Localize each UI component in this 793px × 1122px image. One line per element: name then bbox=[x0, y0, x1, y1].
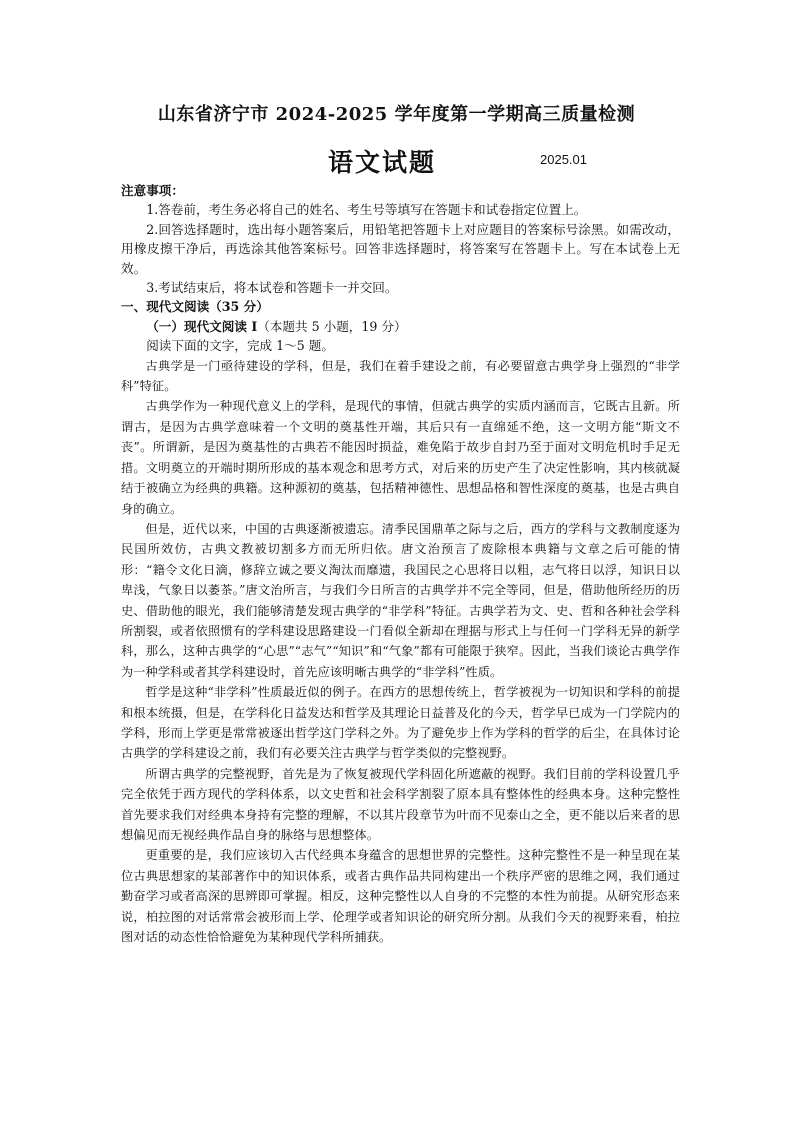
article-paragraph: 哲学是这种“非学科”性质最近似的例子。在西方的思想传统上，哲学被视为一切知识和学科的前提和根本统摄，但是，在学科化日益发达和哲学及其理论日益普及化的今天，哲学早已成为一门学院内的学科，形而上学更是常常被逐出哲学这门学科之外。为了避免步上作为学科的哲学的后尘，在具体讨论古典学的学科建设之前，我们有必要关注古典学与哲学类似的完整视野。 bbox=[121, 685, 680, 761]
reading-instruction: 阅读下面的文字，完成 1～5 题。 bbox=[146, 338, 334, 354]
section-subtitle bbox=[121, 317, 680, 336]
article-paragraph: 古典学作为一种现代意义上的学科，是现代的事情，但就古典学的实质内涵而言，它既古且新。所谓古，是因为古典学意味着一个文明的奠基性开端，其后只有一直绵延不绝，这一文明方能“斯文不丧”。所谓新，是因为奠基性的古典若不能因时损益，难免陷于故步自封乃至于面对文明危机时手足无措。文明奠立的开端时期所形成的基本观念和思考方式，对后来的历史产生了决定性影响，其内核就凝结于被确立为经典的典籍。这种源初的奠基，包括精神德性、思想品格和智性深度的奠基，也是古典自身的确立。 bbox=[121, 399, 680, 516]
notice-item-2: 2.回答选择题时，选出每小题答案后，用铅笔把答题卡上对应题目的答案标号涂黑。如需改动，用橡皮擦干净后，再选涂其他答案标号。回答非选择题时，将答案写在答题卡上。写在本试卷上无效。 bbox=[121, 221, 680, 276]
article-paragraph: 所谓古典学的完整视野，首先是为了恢复被现代学科固化所遮蔽的视野。我们目前的学科设置几乎完全依凭于西方现代的学科体系，以文史哲和社会科学割裂了原本具有整体性的经典本身。这种完整性首先要求我们对经典本身持有完整的理解，不以其片段章节为叶而不见泰山之全，更不能以后来者的思想偏见而无视经典作品自身的脉络与思想整体。 bbox=[121, 766, 680, 842]
sub-title: （一）现代文阅读 I bbox=[146, 318, 258, 334]
reading-article bbox=[121, 356, 680, 948]
sub-note: （本题共 5 小题，19 分） bbox=[257, 318, 407, 334]
article-paragraph: 但是，近代以来，中国的古典逐渐被遗忘。清季民国鼎革之际与之后，西方的学科与文教制度逐为民国所效仿，古典文教被切割多方而无所归依。唐文治预言了废除根本典籍与文章之后可能的情形：“籍令文化日滴，修辞立诚之要义淘汰而靡遗，我国民之心思将日以粗，志气将日以浮，知识日以卑浅，气象日以萎茶。”唐文治所言，与我们今日所言的古典学并不完全等同，但是，借助他所经历的历史、借助他的眼光，我们能够清楚发现古典学的“非学科”特征。古典学若为文、史、哲和各种社会学科所割裂，或者依照惯有的学科建设思路建设一门看似全新却在理据与形式上与任何一门学科无异的新学科，那么，这种古典学的“心思”“志气”“知识”和“气象”都有可能限于狭窄。因此，当我们谈论古典学作为一种学科或者其学科建设时，首先应该明晰古典学的“非学科”性质。 bbox=[121, 521, 680, 679]
exam-date: 2025.01 bbox=[540, 152, 587, 167]
subject-title: 语文试题 bbox=[328, 148, 437, 177]
notice-item-3: 3.考试结束后，将本试卷和答题卡一并交回。 bbox=[146, 280, 398, 296]
section-title: 一、现代文阅读（35 分） bbox=[121, 299, 269, 315]
article-paragraph: 古典学是一门亟待建设的学科，但是，我们在着手建设之前，有必要留意古典学身上强烈的“非学科”特征。 bbox=[121, 358, 680, 394]
article-paragraph: 更重要的是，我们应该切入古代经典本身蕴含的思想世界的完整性。这种完整性不是一种呈现在某位古典思想家的某部著作中的知识体系，或者古典作品共同构建出一个秩序严密的思维之网，我们通过勤奋学习或者高深的思辨即可掌握。相反，这种完整性以人自身的不完整的本性为前提。从研究形态来说，柏拉图的对话常常会被形而上学、伦理学或者知识论的研究所分割。从我们今天的视野来看，柏拉图对话的动态性恰恰避免为某种现代学科所捕获。 bbox=[121, 848, 680, 945]
notice-item-1: 1.答卷前，考生务必将自己的姓名、考生号等填写在答题卡和试卷指定位置上。 bbox=[146, 202, 587, 218]
exam-title: 山东省济宁市 2024-2025 学年度第一学期高三质量检测 bbox=[157, 104, 636, 125]
exam-body bbox=[121, 181, 680, 947]
notice-heading: 注意事项： bbox=[121, 183, 184, 198]
